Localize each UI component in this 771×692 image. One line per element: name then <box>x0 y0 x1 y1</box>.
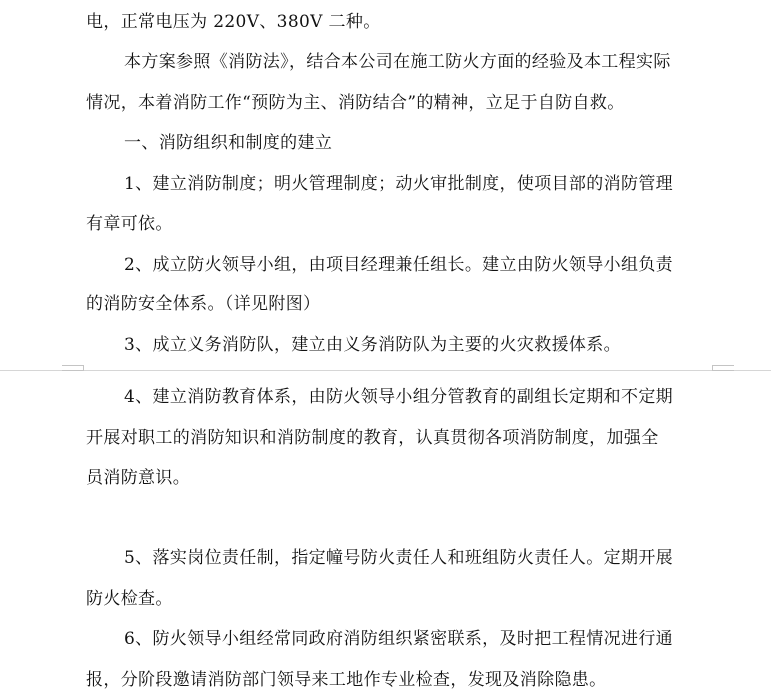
document-page-lower <box>0 377 771 692</box>
text-line: 电，正常电压为 220V、380V 二种。 <box>86 12 381 32</box>
text-line: 开展对职工的消防知识和消防制度的教育，认真贯彻各项消防制度，加强全 <box>86 428 659 448</box>
text-line: 有章可依。 <box>86 214 173 234</box>
section-heading: 一、消防组织和制度的建立 <box>124 133 333 153</box>
text-line: 情况，本着消防工作“预防为主、消防结合”的精神，立足于自防自救。 <box>86 93 625 113</box>
text-line: 员消防意识。 <box>86 468 191 488</box>
text-line: 防火检查。 <box>86 589 173 609</box>
text-line: 的消防安全体系。（详见附图） <box>86 294 321 314</box>
margin-corner-mark-right <box>712 365 734 371</box>
list-item-4: 4、建立消防教育体系，由防火领导小组分管教育的副组长定期和不定期 <box>124 387 674 407</box>
paragraph-intro-line: 本方案参照《消防法》，结合本公司在施工防火方面的经验及本工程实际 <box>124 52 671 72</box>
text-line: 报，分阶段邀请消防部门领导来工地作专业检查，发现及消除隐患。 <box>86 670 607 690</box>
list-item-3: 3、成立义务消防队，建立由义务消防队为主要的火灾救援体系。 <box>124 335 621 355</box>
list-item-5: 5、落实岗位责任制，指定幢号防火责任人和班组防火责任人。定期开展 <box>124 548 674 568</box>
list-item-2: 2、成立防火领导小组，由项目经理兼任组长。建立由防火领导小组负责 <box>124 255 674 275</box>
page-break-divider <box>0 370 771 371</box>
list-item-1: 1、建立消防制度；明火管理制度；动火审批制度，使项目部的消防管理 <box>124 174 674 194</box>
margin-corner-mark-left <box>62 365 84 371</box>
list-item-6: 6、防火领导小组经常同政府消防组织紧密联系，及时把工程情况进行通 <box>124 629 674 649</box>
